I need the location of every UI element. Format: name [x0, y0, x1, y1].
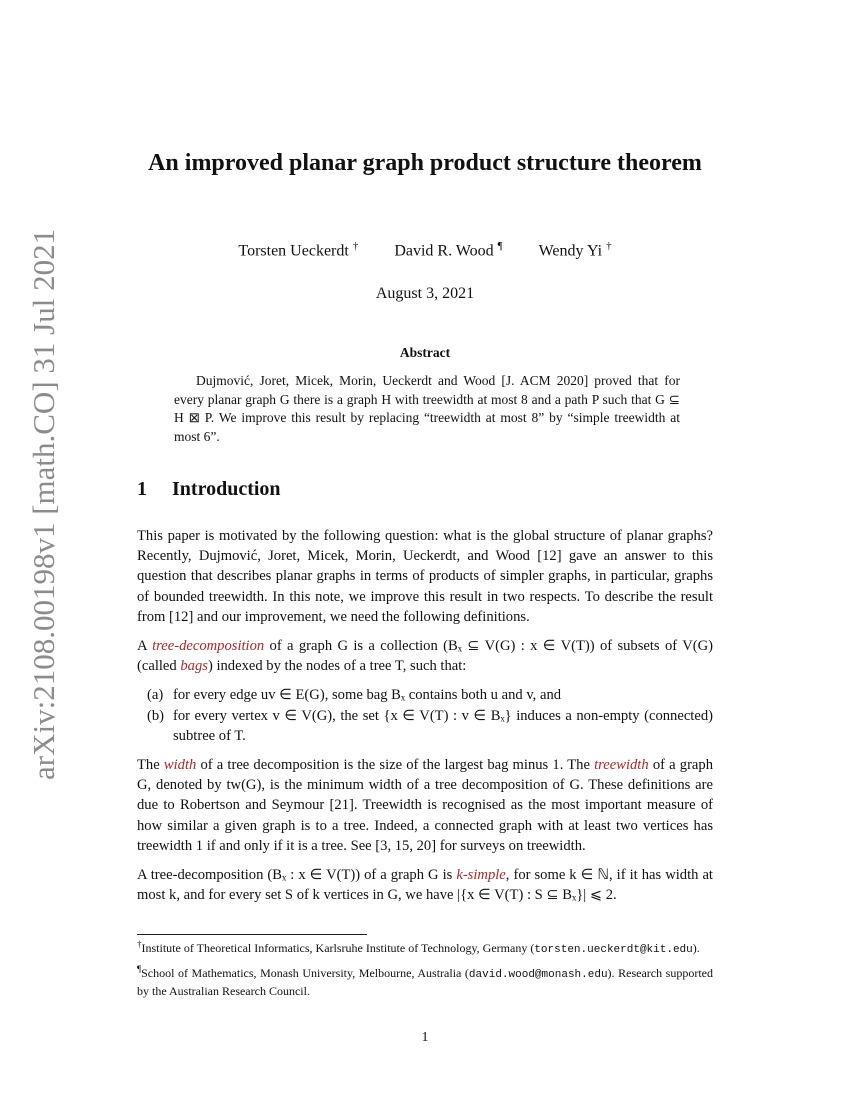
abstract-heading: Abstract: [399, 345, 451, 360]
width-definition: The width of a tree decomposition is the size of the largest bag minus 1. The treewidth of a graph G, denoted by tw(G), is the minimum width of a tree decomposition of G. These definitions are due to Robertson and Seymour [21]. Treewidth is recognised as the most important measure of how similar a given graph is to a tree. Indeed, a connected graph with at least two vertices has treewidth 1 if and only if it is a tree. See [3, 15, 20] for surveys on treewidth.: [137, 757, 714, 854]
section-heading: [137, 478, 281, 501]
section-title: Introduction: [172, 478, 281, 500]
tree-decomposition-definition: A tree-decomposition of a graph G is a collection (Bₓ ⊆ V(G) : x ∈ V(T)) of subsets of V(G) (called bags) indexed by the nodes of a tree T, such that:: [137, 638, 713, 675]
condition-item: (b) for every vertex v ∈ V(G), the set {x ∈ V(T) : v ∈ Bₓ} induces a non-empty (connected) subtree of T.: [147, 707, 713, 744]
footnote-2: ¶School of Mathematics, Monash University, Melbourne, Australia (david.wood@monash.edu). Research supported by the Australian Research Council.: [137, 963, 713, 998]
author-list: [0, 240, 850, 260]
condition-item: (a) for every edge uv ∈ E(G), some bag Bₓ contains both u and v, and: [147, 687, 562, 704]
author-3: Wendy Yi †: [538, 240, 612, 260]
footnote-rule: [137, 934, 367, 935]
body-text: [137, 526, 713, 914]
footnote-1: †Institute of Theoretical Informatics, Karlsruhe Institute of Technology, Germany (torsten.ueckerdt@kit.edu).: [137, 939, 700, 956]
term-width: width: [163, 757, 197, 774]
email-link[interactable]: david.wood@monash.edu: [468, 968, 608, 981]
paper-date: August 3, 2021: [375, 285, 475, 302]
simple-definition: A tree-decomposition (Bₓ : x ∈ V(T)) of a graph G is k-simple, for some k ∈ ℕ, if it has width at most k, and for every set S of k vertices in G, we have |{x ∈ V(T) : S ⊆ Bₓ}| ⩽ 2.: [137, 867, 713, 904]
term-tree-decomposition: tree-decomposition: [152, 638, 265, 655]
intro-paragraph: This paper is motivated by the following question: what is the global structure of planar graphs? Recently, Dujmović, Joret, Micek, Morin, Ueckerdt, and Wood [12] gave an answer to this question that describes planar graphs in terms of products of simpler graphs, in particular, graphs of bounded treewidth. In this note, we improve this result in two respects. To describe the result from [12] and our improvement, we need the following definitions.: [137, 528, 713, 625]
abstract-text: Dujmović, Joret, Micek, Morin, Ueckerdt and Wood [J. ACM 2020] proved that for every planar graph G there is a graph H with treewidth at most 8 and a path P such that G ⊆ H ⊠ P. We improve this result by replacing “treewidth at most 8” by “simple treewidth at most 6”.: [174, 373, 680, 444]
email-link[interactable]: torsten.ueckerdt@kit.edu: [534, 944, 693, 956]
footnotes: [137, 936, 713, 1002]
term-bags: bags: [180, 658, 208, 675]
condition-list: [137, 685, 713, 746]
term-k-simple: k-simple: [456, 867, 506, 884]
term-treewidth: treewidth: [594, 757, 649, 774]
page-number: 1: [421, 1030, 429, 1045]
author-1: Torsten Ueckerdt †: [238, 240, 359, 260]
paper-title: An improved planar graph product structure theorem: [148, 150, 702, 176]
author-2: David R. Wood ¶: [394, 240, 503, 260]
arxiv-identifier-stamp: arXiv:2108.00198v1 [math.CO] 31 Jul 2021: [26, 228, 61, 780]
abstract-body: [174, 372, 680, 446]
section-number: 1: [137, 478, 147, 500]
